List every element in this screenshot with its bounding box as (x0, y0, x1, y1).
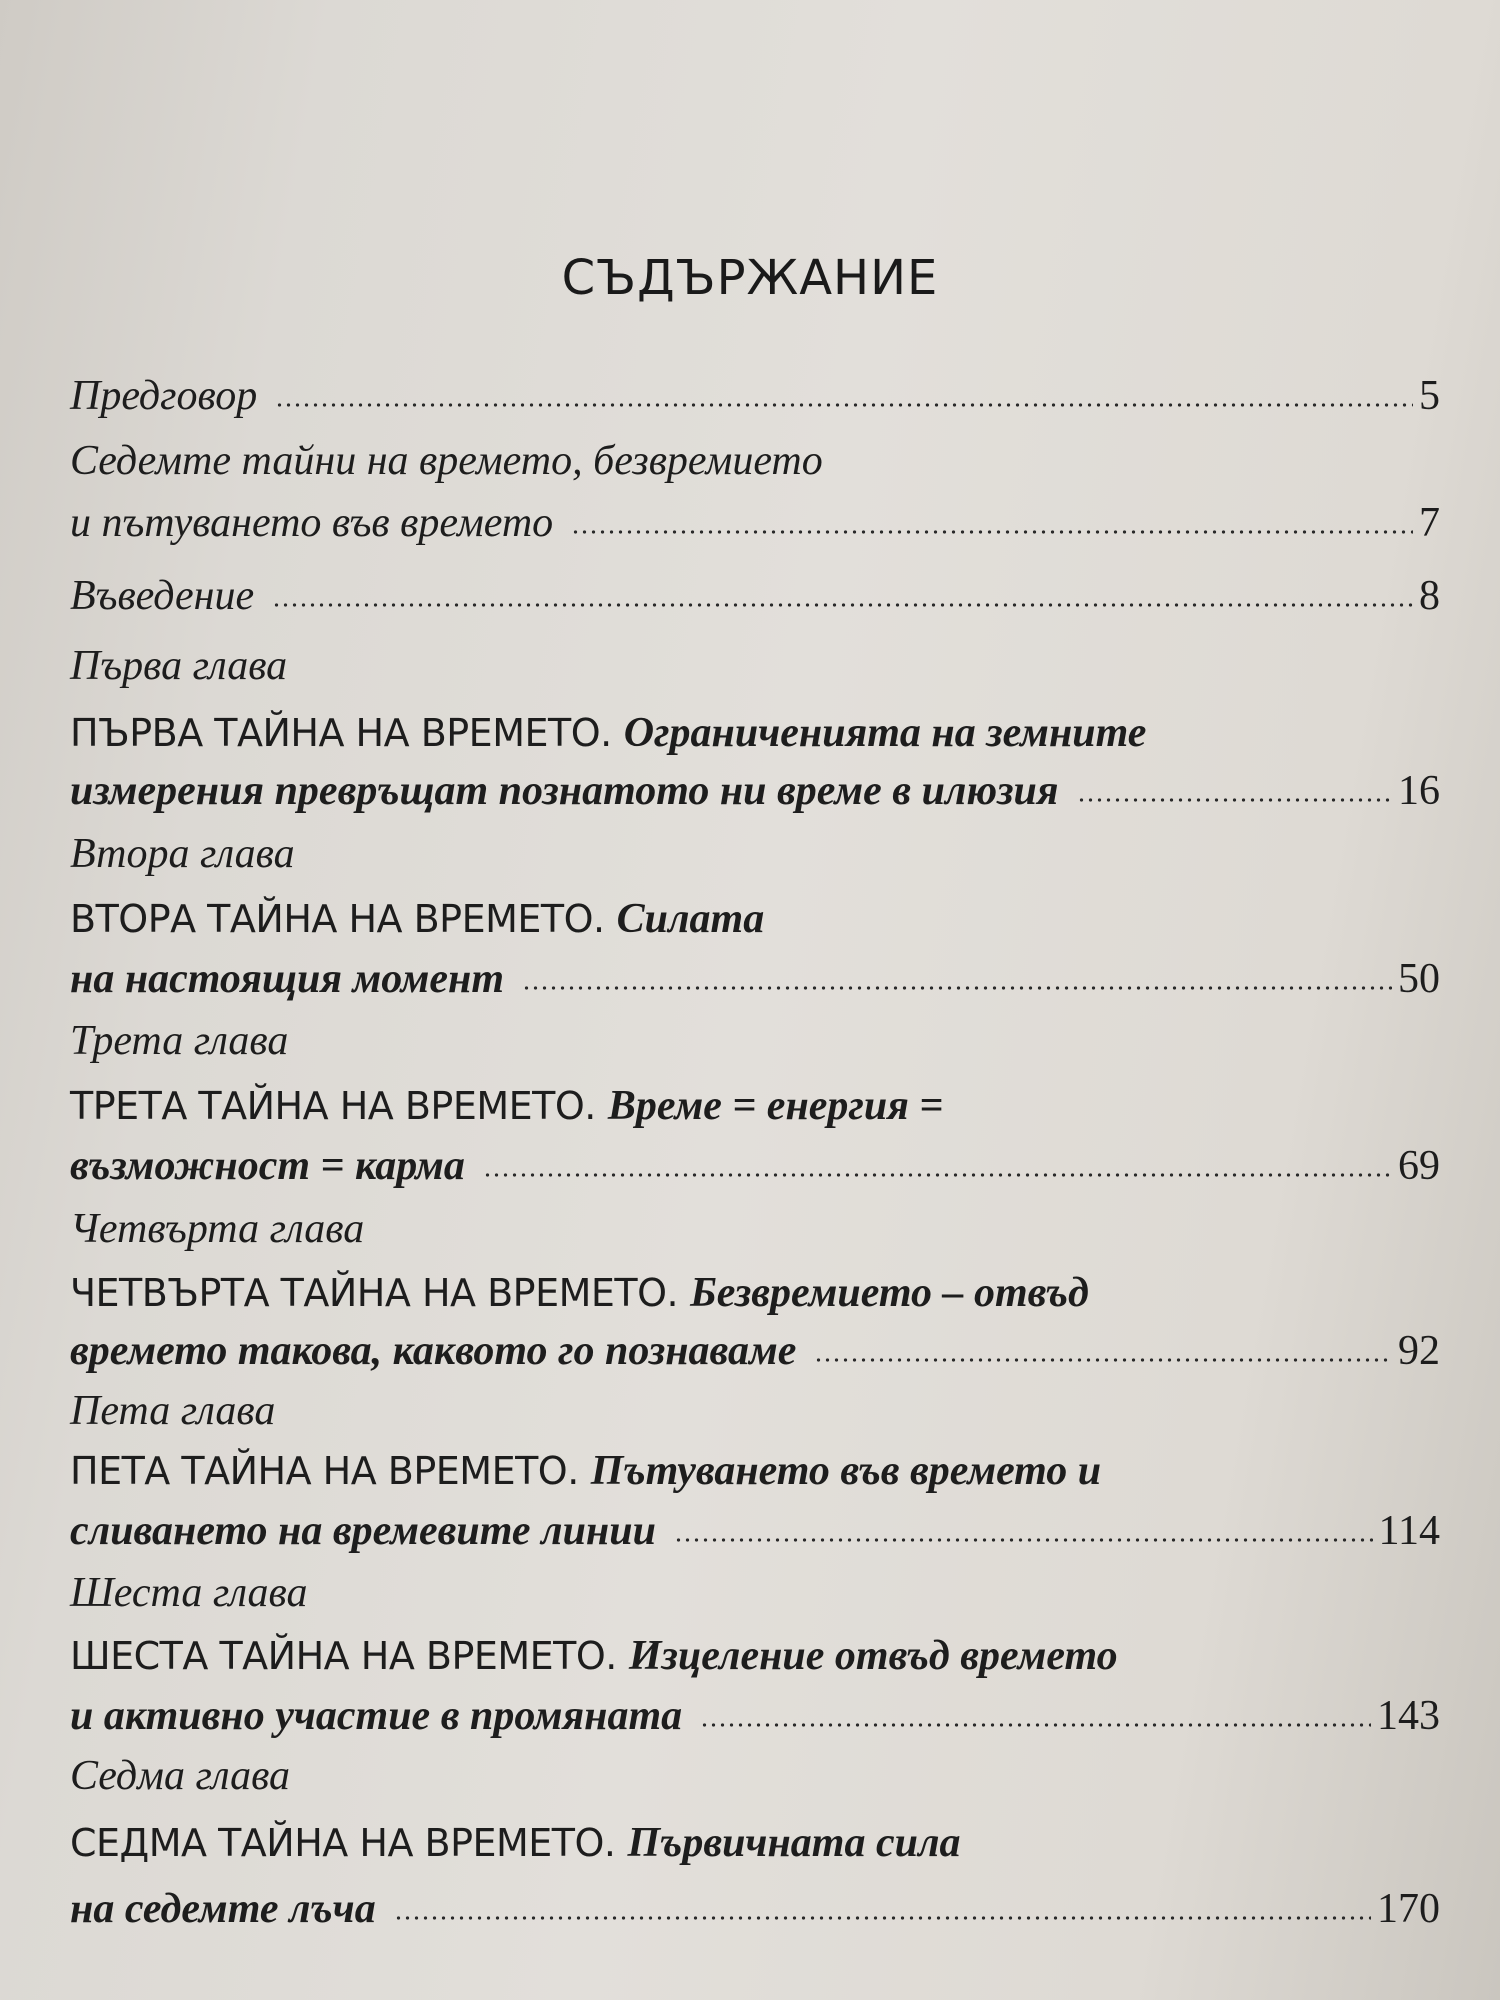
entry-title: Седемте тайни на времето, безвремието (70, 438, 823, 484)
dot-leader (674, 1538, 1373, 1542)
secret-heading: ВТОРА ТАЙНА НА ВРЕМЕТО. (70, 897, 605, 941)
toc-entry-seven-secrets-line1 (70, 440, 1440, 482)
secret-heading: ЧЕТВЪРТА ТАЙНА НА ВРЕМЕТО. (70, 1271, 679, 1315)
chapter-subtitle: и активно участие в промяната (70, 1693, 683, 1739)
secret-heading: ТРЕТА ТАЙНА НА ВРЕМЕТО. (70, 1084, 596, 1128)
chapter-subtitle: Ограниченията на земните (623, 710, 1147, 756)
chapter-subtitle: Време = енергия = (607, 1083, 944, 1129)
dot-leader (700, 1723, 1371, 1727)
chapter-label (70, 1572, 1440, 1614)
chapter-label-text: Втора глава (70, 831, 295, 877)
toc-entry-seven-secrets-line2 (70, 502, 1440, 544)
chapter-label-text: Пета глава (70, 1388, 276, 1434)
chapter-label (70, 645, 1440, 687)
dot-leader (272, 603, 1413, 607)
chapter-label (70, 1390, 1440, 1432)
chapter-title-line1 (70, 1822, 1440, 1864)
page-number: 5 (1419, 373, 1440, 419)
chapter-subtitle: Силата (616, 896, 765, 942)
chapter-title-line2 (70, 1695, 1440, 1737)
chapter-title-line2 (70, 958, 1440, 1000)
page-number: 143 (1377, 1693, 1440, 1739)
chapter-title-line1 (70, 712, 1440, 754)
chapter-title-line1 (70, 898, 1440, 940)
dot-leader (522, 986, 1392, 990)
page-number: 114 (1378, 1508, 1440, 1554)
chapter-label-text: Седма глава (70, 1753, 291, 1799)
toc-entry-preface (70, 375, 1440, 417)
chapter-subtitle: възможност = карма (70, 1143, 465, 1189)
chapter-label (70, 833, 1440, 875)
page-number: 69 (1398, 1143, 1440, 1189)
page-number: 50 (1398, 956, 1440, 1002)
entry-title: и пътуването във времето (70, 500, 554, 546)
page-title: СЪДЪРЖАНИЕ (561, 250, 939, 306)
secret-heading: СЕДМА ТАЙНА НА ВРЕМЕТО. (70, 1821, 616, 1865)
page-number: 92 (1398, 1328, 1440, 1374)
chapter-subtitle: Пътуването във времето и (590, 1448, 1102, 1494)
page-number: 16 (1398, 768, 1440, 814)
chapter-label-text: Четвърта глава (70, 1206, 365, 1252)
chapter-title-line1 (70, 1635, 1440, 1677)
chapter-title-line1 (70, 1450, 1440, 1492)
entry-title: Предговор (70, 373, 258, 419)
page-number: 7 (1419, 500, 1440, 546)
dot-leader (483, 1173, 1392, 1177)
chapter-title-line2 (70, 1510, 1440, 1552)
chapter-title-line2 (70, 770, 1440, 812)
dot-leader (571, 530, 1413, 534)
chapter-subtitle: на настоящия момент (70, 956, 505, 1002)
page-number: 170 (1377, 1886, 1440, 1932)
chapter-subtitle: измерения превръщат познатото ни време в илюзия (70, 768, 1059, 814)
chapter-title-line1 (70, 1085, 1440, 1127)
dot-leader (1077, 798, 1392, 802)
chapter-label-text: Първа глава (70, 643, 288, 689)
chapter-subtitle: Първичната сила (627, 1820, 961, 1866)
chapter-label-text: Шеста глава (70, 1570, 308, 1616)
chapter-subtitle: Безвремието – отвъд (690, 1270, 1089, 1316)
secret-heading: ШЕСТА ТАЙНА НА ВРЕМЕТО. (70, 1634, 617, 1678)
chapter-subtitle: Изцеление отвъд времето (628, 1633, 1118, 1679)
toc-entry-introduction (70, 575, 1440, 617)
dot-leader (394, 1916, 1371, 1920)
chapter-label (70, 1208, 1440, 1250)
secret-heading: ПЕТА ТАЙНА НА ВРЕМЕТО. (70, 1449, 579, 1493)
dot-leader (275, 403, 1413, 407)
entry-title: Въведение (70, 573, 255, 619)
chapter-label (70, 1020, 1440, 1062)
chapter-label (70, 1755, 1440, 1797)
page-number: 8 (1419, 573, 1440, 619)
chapter-title-line2 (70, 1888, 1440, 1930)
chapter-title-line2 (70, 1145, 1440, 1187)
chapter-title-line1 (70, 1272, 1440, 1314)
chapter-subtitle: на седемте лъча (70, 1886, 376, 1932)
chapter-subtitle: сливането на времевите линии (70, 1508, 656, 1554)
chapter-title-line2 (70, 1330, 1440, 1372)
chapter-subtitle: времето такова, каквото го познаваме (70, 1328, 797, 1374)
dot-leader (814, 1358, 1392, 1362)
secret-heading: ПЪРВА ТАЙНА НА ВРЕМЕТО. (70, 711, 612, 755)
chapter-label-text: Трета глава (70, 1018, 289, 1064)
